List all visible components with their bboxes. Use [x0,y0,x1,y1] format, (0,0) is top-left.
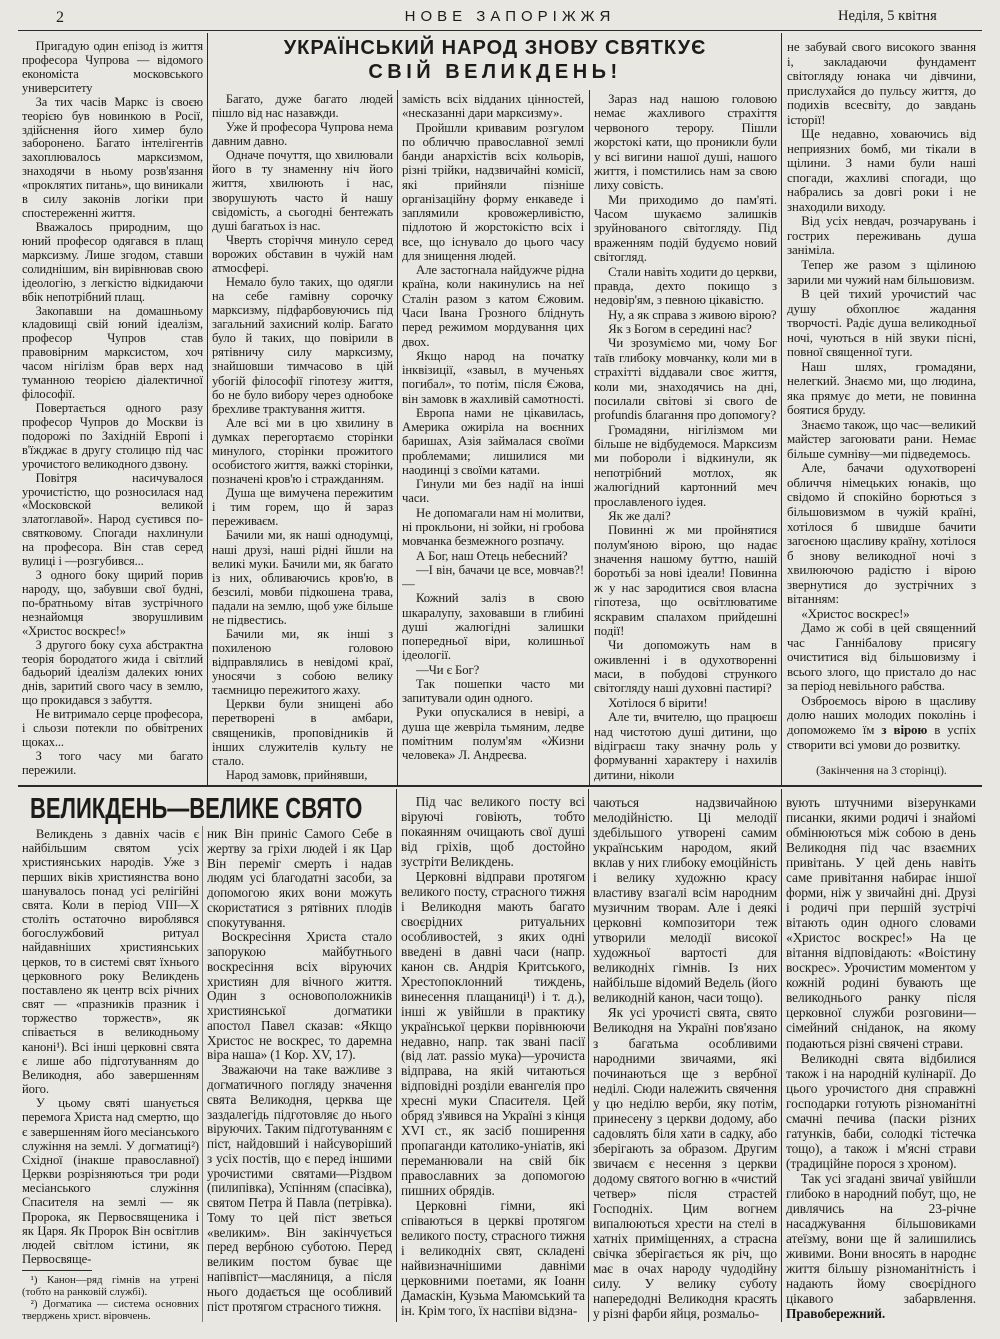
article-paragraph: Бачили ми, як інші з похиленою головою відправлялись в невідомі краї, уносячи з собою велику таємницю пережитого жаху. [212,626,393,698]
page-number: 2 [56,9,64,26]
article-paragraph: Пригадую один епізод із життя професора Чупрова — відомого економіста московського университету [22,40,203,95]
article-paragraph: Церковні гімни, які співаються в церкві протягом великого посту, страсного тижня і великодніх свят, складені найвизначнішими давніми церковними поетами, як Іоанн Дамаскін, Кузьма Маюмський та ін. Крім того, їх наспіви відзна- [401,1198,585,1318]
article-paragraph: Як же далі? [608,508,671,523]
article-paragraph: —Чи є Бог? [416,662,480,677]
article-paragraph: Душа ще вимучена пережитим і тим горем, що й зараз переживаєм. [212,486,393,529]
article-1-column-1 [22,40,203,778]
article-paragraph: Церковні відправи протягом великого посту, страсного тижня і Великодня мають багато своєрідних ритуальних особливостей, з яких одні введені в давні часи (напр. канон св. Андрія Критського, Хрестопоклонний тиждень, винесення плащаниці¹) і т. д.), інші ж увійшли в практику української церкви порівнюючи недавно, напр. так звані пасії (від лат. passio мука)—урочиста відправа, на якій читаються відповідні розділи евангелія про хресні муки Спасителя. Цей обряд з'явився на Україні з кінця XVI ст., як засіб поширення пропаганди католико-уніатів, які переманювали на свій бік православних за допомогою пишних обрядів. [401,868,585,1199]
footnote: ¹) Канон—ряд гімнів на утрені (тобто на ранковій службі). [22,1274,199,1299]
column-rule [588,789,589,1322]
article-1-column-5 [787,40,976,762]
article-paragraph: Але всі ми в цю хвилину в думках перегортаємо сторінки минулого, сторінки прожитого особистого життя, важкі сторінки, позначені кров'ю і стражданням. [212,415,393,487]
column-rule [781,33,782,785]
article-paragraph: Від усіх невдач, розчарувань і гострих переживань душа заніміла. [787,213,976,258]
article-1-headline-line-1: УКРАЇНСЬКИЙ НАРОД ЗНОВУ СВЯТКУЄ [283,37,707,59]
article-paragraph: вують штучними візерунками писанки, якими родичі і знайомі обмінюються між собою в день Великодня під час взаємних привітань. У цей день навіть саме привітання набирає іншої форми, ніж у звичайні дні. Друзі і родичі при першій зустрічі вітають один одного словами «Христос воскрес!» На це вітання відповідають: «Воістину воскрес». Урочистим моментом у кожній родині бувають ще великоднього ранку після церковної служби розговини—сімейний сніданок, на якому подаються різні свячені страви. [786,795,976,1051]
article-paragraph: З другого боку суха абстрактна теорія бородатого жида і світлий бадьорий ідеалізм далеких юних днів, заритий свого часу в землю, що прокидався з забуття. [22,637,203,708]
article-paragraph: Ну, а як справа з живою вірою? [608,307,777,322]
article-paragraph: Багато, дуже багато людей пішло від нас назавжди. [212,92,393,121]
article-1-column-2 [212,92,393,782]
continuation-note: (Закінчення на 3 сторінці). [816,765,947,777]
article-paragraph: А Бог, наш Отець небесний? [416,548,568,563]
newspaper-title: НОВЕ ЗАПОРІЖЖЯ [404,8,616,25]
article-paragraph: Чи допоможуть нам в оживленні і в одухотворенні маси, в побудові стрункого світогляду наші духовні пастирі? [594,638,777,696]
article-paragraph: Стали навіть ходити до церкви, правда, дехто покищо з недовір'ям, з певною цікавістю. [594,264,777,308]
article-paragraph: Руки опускалися в невірі, а душа ще жевріла тьмяним, ледве помітним полум'ям «Жизни человека» Л. Андреєва. [402,705,584,763]
article-paragraph: Якщо народ на початку інквізиції, «завыл, в мученьях погибал», то потім, після Єжова, він замовк в жахливій самотності. [402,348,584,406]
article-paragraph: не забувай свого високого звання і, закладаючи фундамент світогляду юнака чи дівчини, прислухайся до пульсу життя, до подихів всесвіту, до завдань історії! [787,40,976,127]
article-paragraph: «Христос воскрес!» [801,605,910,621]
article-paragraph: Під час великого посту всі віруючі говіють, тобто покаянням очищають свої душі від гріхів, щоб достойно зустріти Великдень. [401,795,585,869]
article-paragraph: З того часу ми багато пережили. [22,749,203,777]
article-paragraph: Громадяни, нігілізмом ми більше не відбудемося. Марксизм ми побороли і відкинули, як непотрібний мотлох, як жалюгідний картонний меч прославленого іудея. [594,422,777,509]
emphasized-text: з вірою [881,721,928,737]
column-rule [396,789,397,1322]
article-paragraph: Церкви були знищені або перетворені в амбари, священиків, проповідників й інших служителів культу не стало. [212,697,393,768]
article-paragraph: Великдень з давніх часів є найбільшим святом усіх християнських народів. Уже з перших віків християнства воно шанувалось понад усі релігійні свята. Коли в період VIII—X століть остаточно вироблявся богослужбовий ритуал найдавніших християнських церков, то в системі свят їхнього церковного року Великдень поставлено як центр всіх річних свят — «празників празник і торжество торжеств», як співається в великодньому каноні¹). Всі інші церковні свята є лише або підготуванням до Великодня, або завершенням його. [22,827,199,1097]
article-paragraph: Закопавши на домашньому кладовищі свій юний ідеалізм, професор Чупров став правовірним марксистом, хоч часом нігілізм брав верх над туманною теорією діалектичної філософії. [22,303,203,402]
article-paragraph: Зважаючи на таке важливе з догматичного погляду значення свята Великодня, церква ще заздалегідь підготовляє до нього віруючих. Таким підготуванням є піст, найдовший і найсуворіший з усіх постів, що є перед іншими урочистими святами—Різдвом (пилипівка), Успінням (спасівка), святом Петра й Павла (петрівка). Тому то цей піст зветься «великим». Він закінчується перед вербною суботою. Перед великим постом буває ще напівпіст—масляниця, а після нього додається ще особливий піст протягом страсного тижня. [207,1062,392,1314]
article-2-column-4 [593,795,777,1321]
footnotes [22,1274,199,1322]
article-paragraph: Але ти, вчителю, що працюєш над чистотою душі дитини, що відіграєш таку значну роль у формуванні характеру і нахилів дитини, ніколи [594,710,777,782]
article-paragraph: Бачили ми, як наші однодумці, наші друзі, наші рідні йшли на великі муки. Бачили ми, як багато із них, обливаючись кров'ю, в безсилі, мовби підкошена трава, падали на землю, щоб уже більше не підвестись. [212,528,393,627]
footnote-rule [22,1270,92,1271]
article-paragraph: Кожний заліз в свою шкаралупу, заховавши в глибині душі жалюгідні залишки попередньої віри, колишньої ідеології. [402,591,584,663]
article-paragraph: В цей тихий урочистий час душу обхоплює жадання творчості. Радіє душа великодньої ночі, чуються в ній звуки пісні, повної священної туги. [787,286,976,360]
article-1-column-4 [594,92,777,782]
article-paragraph: Пройшли кривавим розгулом по обличчю православної землі банди анархістів всіх кольорів, різні трійки, надзвичайні комісії, які прийняли пізніше організаційну форму енкаведе і заплямили кровожерливістю, підлотою й жорстокістю всіх і все, що існувало до цього часу для знищення людей. [402,120,584,263]
section-divider [18,785,982,787]
article-paragraph: Не витримало серце професора, і сльози потекли по обвітрених щоках... [22,707,203,750]
article-paragraph [786,1171,976,1321]
column-rule [781,789,782,1322]
article-paragraph: Вважалось природним, що юний професор одягався в плащ марксизму. Лише згодом, ставши солиднішим, він вирівнював свою ідеологію, з легкістю відкидаючи вбік непотрібний плащ. [22,219,203,304]
article-paragraph [787,694,976,752]
article-paragraph: Повертається одного разу професор Чупров до Москви із подорожі по Західній Европі і в'їжджає в другу столицю під час урочистого великодного дзвону. [22,400,203,471]
column-rule [207,33,208,785]
header-rule [18,30,982,31]
article-paragraph: Повинні ж ми пройнятися полум'яною вірою, що надає значення нашому буттю, нашій боротьбі за нові ідеали! Повинна ж у нас зародитися своя власна гіпотеза, що освітлюватиме яскравим спалахом прийдешні події! [594,523,777,638]
article-2-column-2 [207,827,392,1321]
article-paragraph: З одного боку щирий порив народу, що, забувши свої будні, по-братньому вітав зустрічного незнайомця зворушливим «Христос воскрес!» [22,568,203,638]
article-2-column-1 [22,827,199,1267]
article-paragraph: —І він, бачачи це все, мовчав?!— [402,562,584,592]
article-2-column-3 [401,795,585,1321]
article-paragraph: Не допомагали нам ні молитви, ні прокльони, ні зойки, ні гробова мовчанка безмежного розпачу. [402,505,584,549]
article-paragraph: Воскресіння Христа стало запорукою майбутнього воскресіння всіх віруючих християн для вічного життя. Один з основоположників християнської догматики апостол Павел сказав: «Якщо Христос не воскрес, то даремна віра наша» (1 Кор. XV, 17). [207,929,392,1063]
article-paragraph: Наш шлях, громадяни, нелегкий. Знаємо ми, що людина, яка прямує до мети, не повинна боятися бруду. [787,358,976,418]
footnote: ²) Догматика — система основних тверджень христ. віровчень. [22,1298,199,1322]
article-paragraph: Великодні свята відбилися також і на народній кулінарії. До цього урочистого дня справжні господарки готують різноманітні смачні печива (паски різних гатунків, баби, солодкі тістечка тощо), а також і м'ясні страви (традиційне порося з хроном). [786,1050,976,1171]
article-paragraph: У цьому святі шанується перемога Христа над смертю, що є завершенням його месіанського служіння на землі. У догматиці²) Східної (інакше православної) Церкви розрізняються три роди месіанського служіння Спасителя на землі — як Пророка, як Первосвященика і як Царя. Як Пророк Він освітлив людей світлом істини, як Первосвяще- [22,1096,199,1267]
article-paragraph: Хотілося б вірити! [608,695,708,710]
article-paragraph: Тепер же разом з щілиною зарили ми чужий нам більшовизм. [787,256,976,287]
article-2-headline: ВЕЛИКДЕНЬ—ВЕЛИКЕ СВЯТО [30,792,363,825]
article-paragraph: Дамо ж собі в цей священний час Ганнібалову присягу очиститися від більшовизму і всього злого, що пристало до нас за період невільного рабства. [787,620,976,694]
column-rule [202,826,203,1322]
article-paragraph: чаються надзвичайною мелодійністю. Ці мелодії здебільшого утворені самим українським народом, який вклав у них глибоку емоційність і велику художню красу властиву взагалі всім народним музичним творам. Але і деякі церковні композитори теж утворили мелодії високої художньої вартості для великодніх гімнів. Із них найбільше відомий Ведель (його великодній канон, часи тощо). [593,795,777,1006]
column-rule [589,90,590,785]
article-paragraph: Одначе почуття, що хвилювали його в ту знаменну ніч його життя, хвилюють і нас, зворушують часто й нашу свідомість, а сьогодні бентежать душі багатьох із нас. [212,148,393,233]
article-paragraph: Так пошепки часто ми запитували один одного. [402,676,584,706]
article-paragraph: Зараз над нашою головою немає жахливого страхіття червоного терору. Пішли жорстокі кати, що проникли були у всі вигини нашої душі, нашого життя, і помстились нам за свою лиху совість. [594,92,777,193]
article-paragraph: Чи зрозуміємо ми, чому Бог таїв глибоку мовчанку, коли ми в страхітті віддавали своє життя, коли ми, знаходячись на дні, посилали світові зі свого de profundis благання про допомогу? [594,336,777,423]
article-1-column-3 [402,92,584,782]
paragraph-text: Озброємось вірою в щасливу долю наших молодих поколінь і допоможемо їм [787,692,976,737]
article-1-headline [210,36,780,84]
article-paragraph: Немало було таких, що одягли на себе гамівну сорочку марксизму, підфарбовуючись під загальний захисний колір. Багато було й таких, що повірили в рятівничу силу марксизму, знайшовши тимчасово в цій убогій філософії гіпотезу життя, бо не було вибору через однобоке брехливе трактування життя. [212,275,393,416]
column-rule [397,90,398,785]
issue-date: Неділя, 5 квітня [838,8,937,24]
article-paragraph: Уже й професора Чупрова нема давним давно. [212,120,393,149]
article-paragraph: Европа нами не цікавилась, Америка ожиріла на воєнних баришах, Азія займалася своїми проблемами; лишилися ми наодинці з своїми катами. [402,405,584,477]
article-paragraph: Ми приходимо до пам'яті. Часом шукаємо залишків зруйнованого світогляду. Під враженням подій будуємо новий світогляд. [594,192,777,265]
article-paragraph: Як усі урочисті свята, свято Великодня на Україні пов'язано з багатьма особливими народними звичаями, які починаються ще з вербної неділі. Сюди належить свячення у цю неділю верби, яку потім, принесену з церкви додому, або садовлять біля хати в садку, або зберігають за образом. Другим звичаєм є несення з церкви додому святого вогню в «чистий четвер» після страстей Господніх. Цим вогнем випалюються хрести на стелі в хатніх приміщеннях, а страсна свічка зберігається як річ, що має в очах народу чудодійну силу. У велику суботу напередодні Великодня красять у різні фарби яйця, розмальо- [593,1005,777,1321]
article-paragraph: Ще недавно, ховаючись від неприязних бомб, ми тікали в щілини. З нами були наші спогади, жахливі спогади, що набрались за довгі роки і не знаходили виходу. [787,126,976,214]
article-paragraph: ник Він приніс Самого Себе в жертву за гріхи людей і як Цар Він переміг смерть і надав людям усі благодатні засоби, за допомогою яких вони можуть скористатися з рятівних плодів спокутування. [207,827,392,930]
article-1-headline-line-2: СВІЙ ВЕЛИКДЕНЬ! [368,61,622,83]
article-paragraph: Народ замовк, прийнявши, [225,767,368,782]
article-paragraph: Гинули ми без надії на інші часи. [402,477,584,506]
article-paragraph: Але застогнала найдужче рідна країна, коли накинулись на неї Сталін разом з катом Єжовим. Часи Івана Грозного бліднуть перед режимом мордування цих двох. [402,263,584,349]
paragraph-text: в успіх створити всі умови до розвитку. [787,721,976,752]
article-paragraph: замість всіх відданих цінностей, «несказанні дари марксизму». [402,92,584,121]
article-paragraph: Повітря насичувалося урочистістю, що розносилася над «Московской великой златоглавой». Народ суєтився по-святковому. Спогади нахлинули на професора. Він став серед вулиці і —розгубився... [22,470,203,569]
article-paragraph: Чверть сторіччя минуло серед ворожих обставин в чужій нам атмосфері. [212,232,393,275]
emphasized-text: Правобережний. [786,1306,886,1321]
article-paragraph: Знаємо також, що час—великий майстер загоювати рани. Немає більше сумніву—ми підведемось. [787,416,976,461]
article-2-column-5 [786,795,976,1321]
article-paragraph: Але, бачачи одухотворені обличчя німецьких юнаків, що свідомо й спокійно борються з більшовизмом в чужій країні, хотілося б швидше бачити загоєною щасливу країну, хотілося б знову великодної ночі з хвилюючою радістю і вірою звернутися до зустрічних з вітанням: [787,460,976,607]
paragraph-text: Так усі згадані звичаї увійшли глибоко в народний побут, що, не дивлячись на 23-річне насаджування більшовиками атеїзму, вони ще й залишились живими. Вони вносять в народнє життя більшу різноманітність і надають йому своєрідного цікавого забарвлення. [786,1170,976,1307]
article-paragraph: За тих часів Маркс із своєю теорією був новинкою в Росії, здійснення його химер було заборонено. Багато інтелігентів захоплювалось марксизмом, знаходячи в ньому розв'язання «проклятих питань», що виникали в силу законів логіки при спостереженні життя. [22,94,203,221]
article-paragraph: Як з Богом в середині нас? [608,322,752,336]
